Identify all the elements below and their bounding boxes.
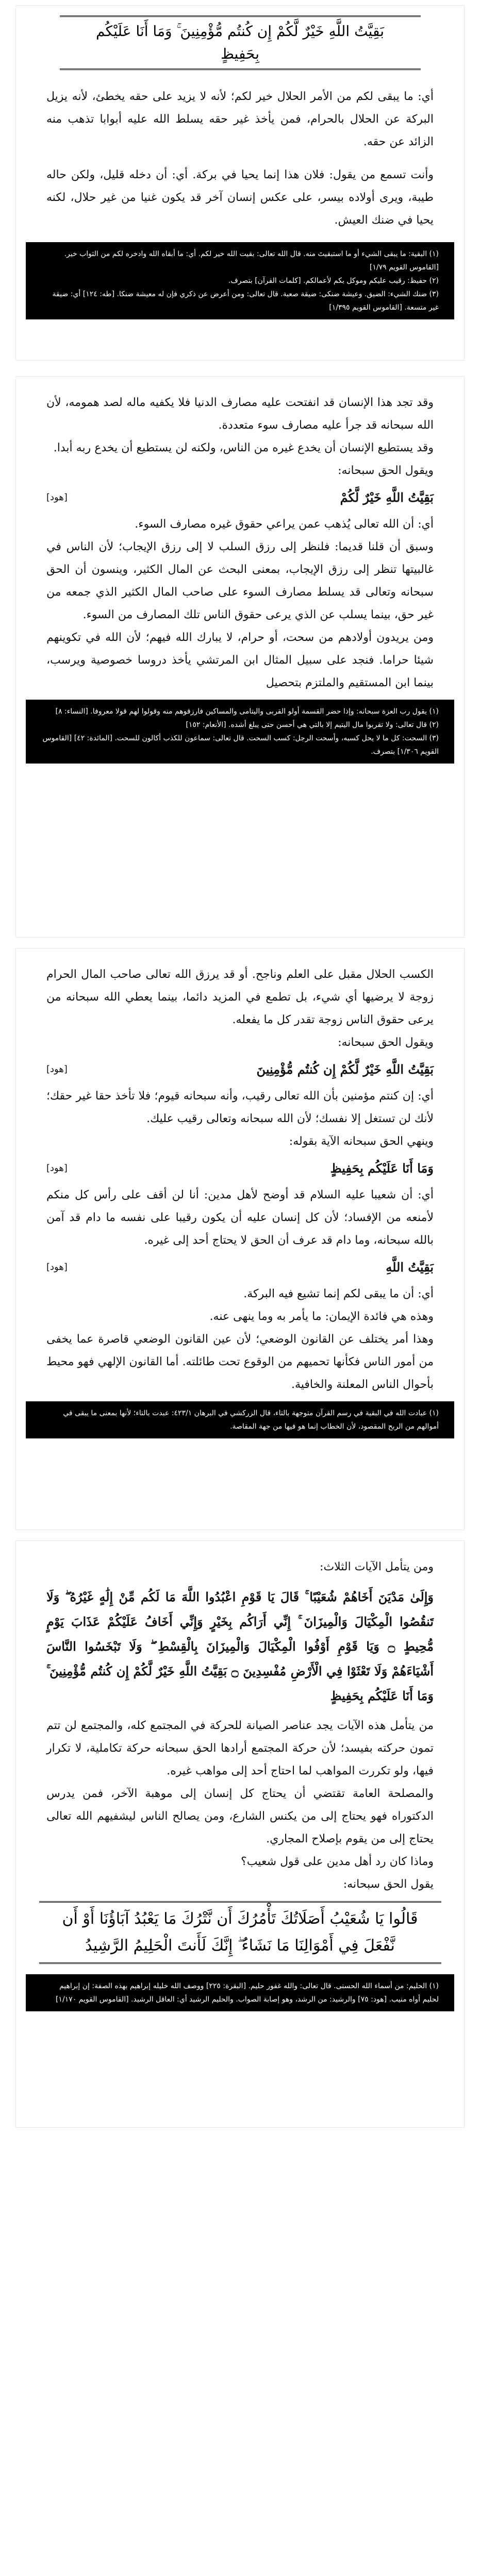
verse-reference: [هود]: [46, 1163, 68, 1174]
footnote: (٣) السحت: كل ما لا يحل كسبه، وأسحت الرجل: كسب السحت. قال تعالى: سماعون للكذب أكالون للسحت. [المائدة: ٤٢] [القاموس القويم ١/٣٠٦] بتصرف.: [42, 734, 439, 756]
quote-row: [46, 1057, 434, 1082]
paragraph: أي: أن شعيبا عليه السلام قد أوضح لأهل مدين: أنا لن أقف على رأس كل منكم لأمنعه من الإفساد؛ لأن كل إنسان عليه أن يكون رقيبا على نفسه ما دام قد آمن بالله سبحانه، وما دام قد عرف أن الحق لا يحتاج أحد إلى غيره.: [46, 1189, 434, 1247]
page-1-scan: [15, 5, 465, 361]
verse-reference: [هود]: [46, 492, 68, 503]
paragraph: أي: إن كنتم مؤمنين بأن الله تعالى رقيب، وأنه سبحانه قيوم؛ فلا تأخذ حقا غير حقك؛ لأنك لن تستغل إلا نفسك؛ لأن الله سبحانه وتعالى رقيب عليك.: [46, 1090, 434, 1125]
verse-quote: بَقِيَّتُ اللَّهِ خَيْرٌ لَّكُمْ: [340, 490, 434, 505]
paragraph: وهذه هي فائدة الإيمان: ما يأمر به وما ينهى عنه.: [209, 1310, 434, 1323]
verse-reference: [هود]: [46, 1262, 68, 1273]
page-3-scan: [15, 948, 465, 1530]
paragraph: ومن يتأمل الآيات الثلاث:: [320, 1561, 434, 1573]
verse-reference: [هود]: [46, 1064, 68, 1075]
footnote: (٢) حفيظ: رقيب عليكم وموكل بكم لأعمالكم. [كلمات القرآن] بتصرف.: [228, 277, 439, 285]
paragraph: وسبق أن قلنا قديما: فلنظر إلى رزق السلب لا إلى رزق الإيجاب؛ لأن الناس في غالبيتها تنظر إلى رزق الإيجاب، بمعنى البحث عن المال الكثير، وينسون أن الحق سبحانه وتعالى قد يسلط مصارف السوء على صاحب المال الكثير الذي جمعه من غير حق، بينما يسلب عن الذي يرعى حقوق الناس تلك المصارف من السوء.: [46, 540, 434, 621]
verse-banner: بَقِيَّتُ اللَّهِ خَيْرٌ لَّكُمْ إِن كُنتُم مُّؤْمِنِينَ ۚ وَمَا أَنَا عَلَيْكُم بِحَفِيظٍ: [60, 15, 421, 70]
paragraph: أي: ما يبقى لكم من الأمر الحلال خير لكم؛ لأنه لا يزيد على حقه يخطئ، لأنه يزيل البركة عن الحلال بالحرام، فمن يأخذ غير حقه يسلط الله عليه أبوابا تذهب منه الزائد عن حقه.: [46, 90, 434, 148]
footnote: (١) يقول رب العزة سبحانه: وإذا حضر القسمة أولو القربى واليتامى والمساكين فارزقوهم منه وقولوا لهم قولا معروفا. [النساء: ٨]: [55, 707, 439, 716]
page-3: [0, 943, 480, 1535]
page-1: [0, 0, 480, 371]
footnote: (١) الحليم: من أسماء الله الحسنى. قال تعالى: والله غفور حليم. [البقرة: ٢٢٥] ووصف الله خليله إبراهيم بهذه الصفة: إن إبراهيم لحليم أواه منيب. [هود: ٧٥] والرشيد: من الرشد، وهو إصابة الصواب. والحليم الرشيد أي: العاقل الرشيد. [القاموس القويم ١/١٧٠]: [55, 1982, 439, 2004]
page-2: [0, 371, 480, 943]
paragraph: أي: أن الله تعالى يُذهب عمن يراعي حقوق غيره مصارف السوء.: [135, 518, 434, 531]
paragraph: وقد يستطيع الإنسان أن يخدع غيره من الناس، ولكنه لن يستطيع أن يخدع ربه أبدا.: [53, 442, 434, 454]
verse-quote: بَقِيَّتُ اللَّهِ: [386, 1260, 434, 1275]
footnotes-block: [26, 1401, 454, 1438]
footnotes-block: [26, 242, 454, 319]
paragraph: يقول الحق سبحانه:: [343, 1878, 434, 1891]
page-4: [0, 1535, 480, 2133]
paragraph: والمصلحة العامة تقتضي أن يحتاج كل إنسان إلى موهبة الآخر، فمن يدرس الدكتوراه فهو يحتاج إلى من يكنس الشارع، ومن يصالح الناس ليشفيهم الله تعالى يحتاج إلى من يقوم بإصلاح المجاري.: [46, 1787, 434, 1845]
paragraph: ومن يريدون أولادهم من سحت، أو حرام، لا يبارك الله فيهم؛ لأن الله في تكوينهم شيئا حراما. فنجد على سبيل المثال ابن المرتشي يأخذ دروسا خصوصية ويرسب، بينما ابن المستقيم والملتزم بتحصيل: [46, 631, 434, 689]
paragraph: من يتأمل هذه الآيات يجد عناصر الصيانة للحركة في المجتمع كله، والمجتمع لن تتم تمون حركته بفيسد؛ لأن حركة المجتمع أرادها الحق سبحانه حركة تكاملية، لا تكرار فيها، ولو تكررت المواهب لما احتاج أحد إلى مواهب غيره.: [46, 1719, 434, 1777]
verse-quote: وَإِلَىٰ مَدْيَنَ أَخَاهُمْ شُعَيْبًا ۚ قَالَ يَا قَوْمِ اعْبُدُوا اللَّهَ مَا لَكُم مِّنْ إِلَٰهٍ غَيْرُهُ ۖ وَلَا تَنقُصُوا الْمِكْيَالَ وَالْمِيزَانَ ۚ إِنِّي أَرَاكُم بِخَيْرٍ وَإِنِّي أَخَافُ عَلَيْكُمْ عَذَابَ يَوْمٍ مُّحِيطٍ ۝ وَيَا قَوْمِ أَوْفُوا الْمِكْيَالَ وَالْمِيزَانَ بِالْقِسْطِ ۖ وَلَا تَبْخَسُوا النَّاسَ أَشْيَاءَهُمْ وَلَا تَعْثَوْا فِي الْأَرْضِ مُفْسِدِينَ ۝ بَقِيَّتُ اللَّهِ خَيْرٌ لَّكُمْ إِن كُنتُم مُّؤْمِنِينَ ۚ وَمَا أَنَا عَلَيْكُم بِحَفِيظٍ: [46, 1589, 434, 1703]
footnotes-block: [26, 1974, 454, 2011]
page-2-scan: [15, 376, 465, 938]
paragraph: ويقول الحق سبحانه:: [338, 1036, 434, 1049]
paragraph: الكسب الحلال مقبل على العلم وناجح. أو قد يرزق الله تعالى صاحب المال الحرام زوجة لا يرضيها أي شيء، بل تطمع في المزيد دائما، بينما يعطي الله سبحانه من يرعى حقوق الناس زوجة تقدر كل ما يفعله.: [46, 968, 434, 1026]
paragraph: أي: أن ما يبقى لكم إنما تشيع فيه البركة.: [243, 1287, 434, 1300]
paragraph: وأنت تسمع من يقول: فلان هذا إنما يحيا في بركة. أي: أن دخله قليل، ولكن حاله طيبة، ويرى أولاده بيسر، على عكس إنسان آخر قد يكون غنيا من غير حلال، لكنه يحيا في ضنك العيش.: [46, 168, 434, 227]
footnote: (٣) ضنك الشيء: الضيق. وعيشة ضنكى: ضيقة صعبة. قال تعالى: ومن أعرض عن ذكري فإن له معيشة ضنكا. [طه: ١٢٤] أي: ضيقة غير متسعة. [القاموس القويم ١/٣٩٥]: [52, 290, 439, 312]
paragraph: وهذا أمر يختلف عن القانون الوضعي؛ لأن عين القانون الوضعي قاصرة عما يخفى من أمور الناس فكأنها تحميهم من الوقوع تحت طائلته. أما القانون الإلهي فهو محيط بأحوال الناس المعلنة والخافية.: [46, 1333, 434, 1391]
quote-row: [46, 1255, 434, 1280]
footnote: (١) عبادت الله في البقية في رسم القرآن متوجهة بالتاء، قال الزركشي في البرهان ٤٢٣/١: عبدت بالتاء؛ لأنها بمعنى ما يبقى في أموالهم من الربح المقصود، لأن الخطاب إنما هو فيها من جهة المقاصة.: [63, 1409, 439, 1431]
footnote: (٢) قال تعالى: ولا تقربوا مال اليتيم إلا بالتي هي أحسن حتى يبلغ أشده. [الأنعام: ١٥٢]: [186, 721, 439, 729]
paragraph: وينهي الحق سبحانه الآية بقوله:: [289, 1135, 434, 1148]
quote-row: [46, 485, 434, 510]
paragraph: وماذا كان رد أهل مدين على قول شعيب؟: [241, 1855, 434, 1868]
verse-banner: قَالُوا يَا شُعَيْبُ أَصَلَاتُكَ تَأْمُرُكَ أَن نَّتْرُكَ مَا يَعْبُدُ آبَاؤُنَا أَوْ أَن نَّفْعَلَ فِي أَمْوَالِنَا مَا نَشَاءُ ۖ إِنَّكَ لَأَنتَ الْحَلِيمُ الرَّشِيدُ: [39, 1901, 441, 1964]
blank-area: [0, 2133, 480, 2576]
footnotes-block: [26, 700, 454, 764]
footnote: (١) البقية: ما يبقى الشيء أو ما استبقيتَ منه. قال الله تعالى: بقيت الله خير لكم. أي: ما أبقاه الله وادخره لكم من الثواب خير. [القاموس القويم ١/٧٩]: [64, 250, 439, 272]
verse-quote: وَمَا أَنَا عَلَيْكُم بِحَفِيظٍ: [330, 1161, 434, 1176]
page-4-scan: [15, 1540, 465, 2128]
quote-row: [46, 1156, 434, 1181]
verse-quote: بَقِيَّتُ اللَّهِ خَيْرٌ لَّكُمْ إِن كُنتُم مُّؤْمِنِينَ: [256, 1062, 434, 1077]
paragraph: ويقول الحق سبحانه:: [338, 464, 434, 477]
paragraph: وقد تجد هذا الإنسان قد انفتحت عليه مصارف الدنيا فلا يكفيه ماله لصد همومه، لأن الله سبحانه قد جرأ عليه مصارف سوء متعددة.: [46, 396, 434, 432]
